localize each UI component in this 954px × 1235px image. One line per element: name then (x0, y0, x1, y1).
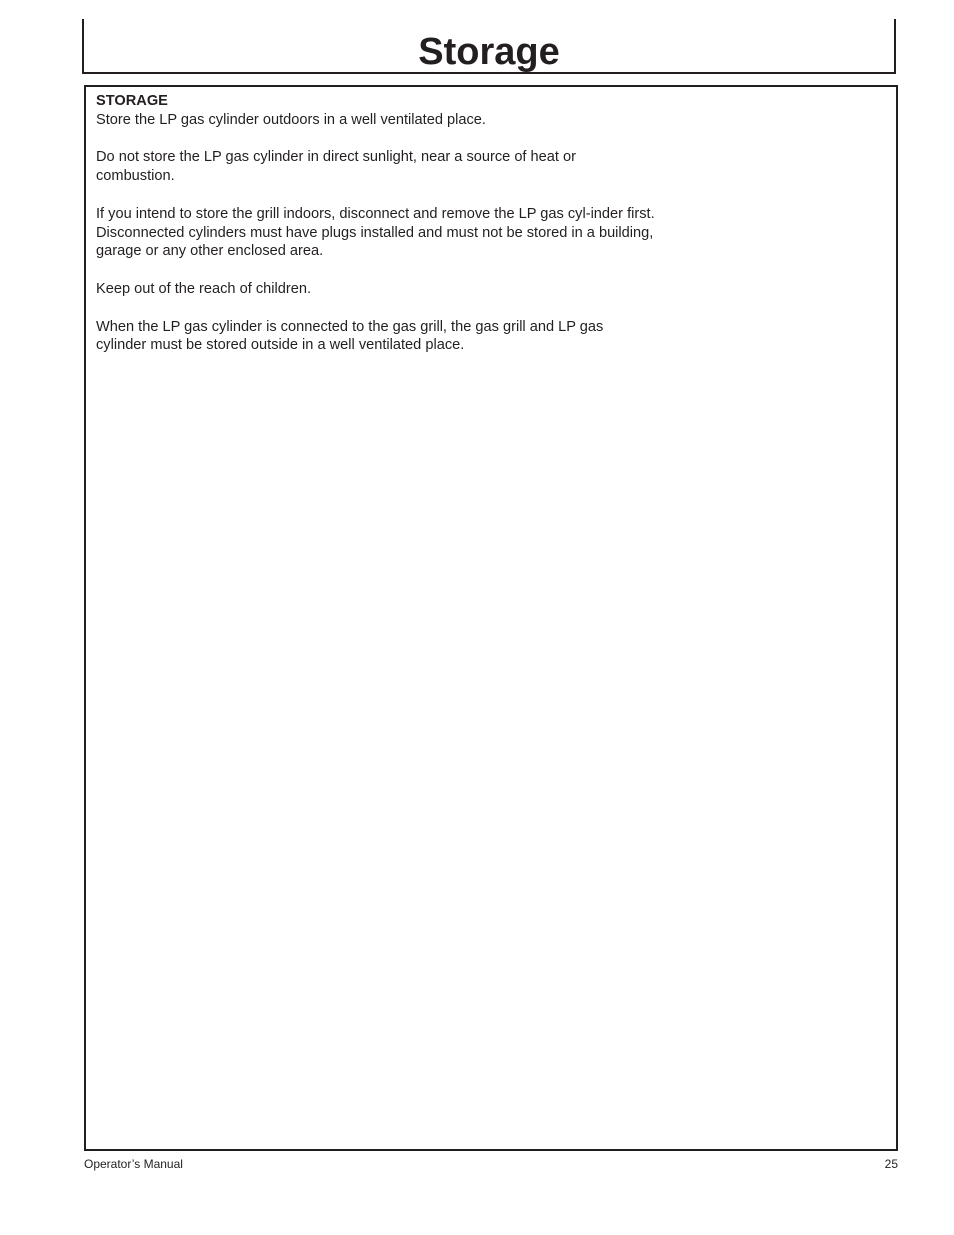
page-title: Storage (418, 31, 560, 73)
paragraph-connected-storage: When the LP gas cylinder is connected to the gas grill, the gas grill and LP gas cylinder must be stored outside in a well ventilated place. (96, 318, 604, 354)
footer-page-number: 25 (884, 1157, 898, 1171)
section-heading: STORAGE (96, 93, 168, 109)
content-text (96, 92, 656, 374)
footer-manual-label: Operator’s Manual (84, 1157, 183, 1171)
paragraph-children: Keep out of the reach of children. (96, 280, 311, 297)
page-title-box (82, 19, 896, 74)
paragraph-no-sunlight: Do not store the LP gas cylinder in direct sunlight, near a source of heat or combustion. (96, 149, 576, 185)
content-box (84, 85, 898, 1151)
paragraph-store-outdoors: Store the LP gas cylinder outdoors in a well ventilated place. (96, 111, 486, 128)
paragraph-indoor-storage: If you intend to store the grill indoors, disconnect and remove the LP gas cyl-inder first. Disconnected cylinders must have plugs installed and must not be stored in a building, garage or any other enclosed area. (96, 205, 655, 260)
